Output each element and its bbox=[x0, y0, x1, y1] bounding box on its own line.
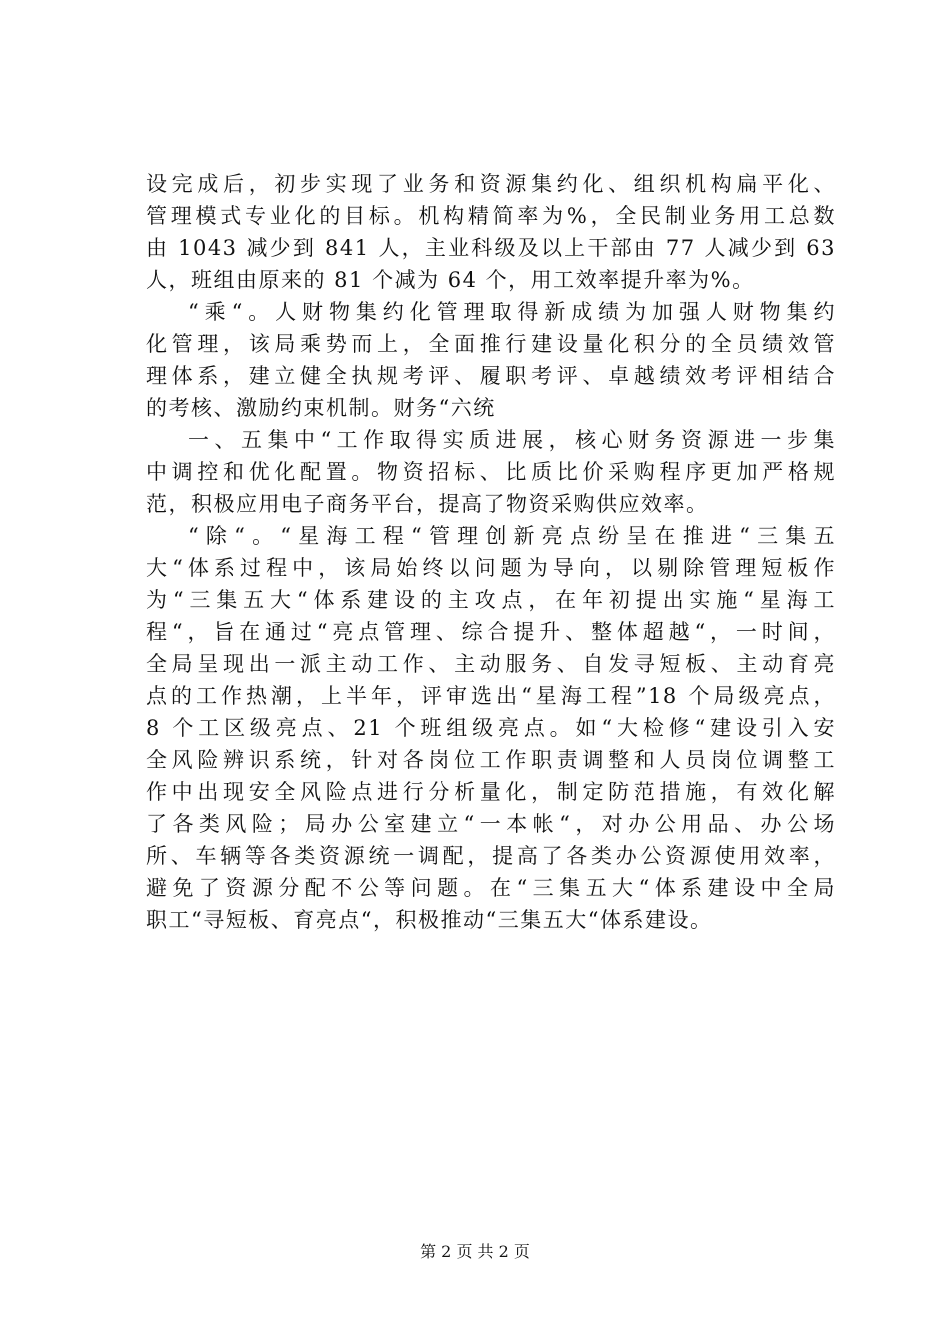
text-line: 范，积极应用电子商务平台，提高了物资采购供应效率。 bbox=[146, 492, 709, 516]
text-line: 化管理，该局乘势而上，全面推行建设量化积分的全员绩效管 bbox=[146, 332, 836, 356]
paragraph-first-line: “乘“。人财物集约化管理取得新成绩为加强人财物集约 bbox=[188, 300, 836, 324]
page-footer: 第 2 页 共 2 页 bbox=[420, 1242, 530, 1261]
paragraph-first-line: “除“。“星海工程“管理创新亮点纷呈在推进“三集五 bbox=[188, 524, 836, 548]
text-line: 所、车辆等各类资源统一调配，提高了各类办公资源使用效率， bbox=[146, 844, 836, 868]
text-line: 设完成后，初步实现了业务和资源集约化、组织机构扁平化、 bbox=[146, 172, 836, 196]
text-line: 了各类风险；局办公室建立“一本帐“，对办公用品、办公场 bbox=[146, 812, 836, 836]
text-line: 全局呈现出一派主动工作、主动服务、自发寻短板、主动育亮 bbox=[146, 652, 836, 676]
text-line: 8 个工区级亮点、21 个班组级亮点。如“大检修“建设引入安 bbox=[146, 716, 836, 740]
text-line: 管理模式专业化的目标。机构精简率为%，全民制业务用工总数 bbox=[146, 204, 836, 228]
text-line: 由 1043 减少到 841 人，主业科级及以上干部由 77 人减少到 63 bbox=[146, 236, 836, 260]
text-line: 为“三集五大“体系建设的主攻点，在年初提出实施“星海工 bbox=[146, 588, 836, 612]
text-line: 职工“寻短板、育亮点“，积极推动“三集五大“体系建设。 bbox=[146, 908, 713, 932]
text-line: 程“，旨在通过“亮点管理、综合提升、整体超越“，一时间， bbox=[146, 620, 836, 644]
paragraph-first-line: 一、五集中“工作取得实质进展，核心财务资源进一步集 bbox=[188, 428, 836, 452]
text-line: 作中出现安全风险点进行分析量化，制定防范措施，有效化解 bbox=[146, 780, 836, 804]
text-line: 中调控和优化配置。物资招标、比质比价采购程序更加严格规 bbox=[146, 460, 836, 484]
text-line: 避免了资源分配不公等问题。在“三集五大“体系建设中全局 bbox=[146, 876, 836, 900]
text-line: 大“体系过程中，该局始终以问题为导向，以剔除管理短板作 bbox=[146, 556, 836, 580]
text-line: 的考核、激励约束机制。财务“六统 bbox=[146, 396, 496, 420]
document-body bbox=[146, 168, 836, 936]
text-line: 理体系，建立健全执规考评、履职考评、卓越绩效考评相结合 bbox=[146, 364, 836, 388]
text-line: 人，班组由原来的 81 个减为 64 个，用工效率提升率为%。 bbox=[146, 268, 755, 292]
text-line: 点的工作热潮，上半年，评审选出“星海工程”18 个局级亮点， bbox=[146, 684, 836, 708]
text-line: 全风险辨识系统，针对各岗位工作职责调整和人员岗位调整工 bbox=[146, 748, 836, 772]
